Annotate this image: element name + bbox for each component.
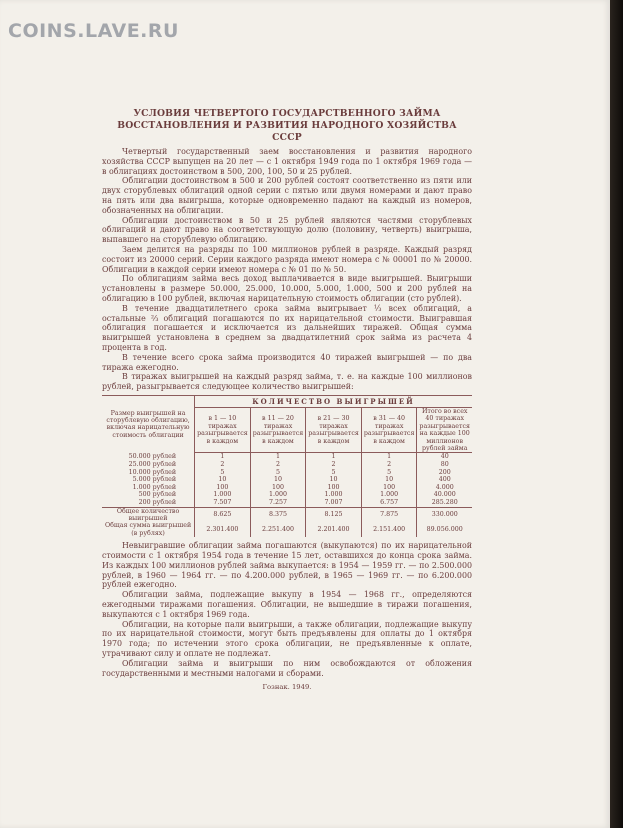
table-cell: 7.257 [250,499,306,507]
table-total-label: Общая сумма выигрышей (в рублях) [104,522,192,537]
table-row [102,453,472,461]
table-cell: 40 [417,453,472,461]
paragraph: Облигации достоинством в 50 и 25 рублей являются частями сторублевых облигаций и дают право на соответствующую долю (половину, четверть) выигрыша, выпавшего на сторублевую облигацию. [102,215,472,245]
table-cell: 2.301.400 [195,522,251,537]
table-cell: 1.000 [195,491,251,499]
table-cell: 2.201.400 [306,522,362,537]
table-cell: 5 [250,469,306,477]
scan-dark-edge [610,0,623,828]
table-row [102,484,472,492]
table-cell: 8.125 [306,507,362,522]
table-cell: 10 [361,476,417,484]
table-row-label: 5.000 рублей [132,476,177,484]
table-cell: 330.000 [417,507,472,522]
paragraph: Облигации займа и выигрыши по ним освобождаются от обложения государственными и местными налогами и сборами. [102,658,472,678]
table-cell: 285.280 [417,499,472,507]
watermark: COINS.LAVE.RU [8,20,179,42]
table-cell: 200 [417,469,472,477]
paragraph: Облигации, на которые пали выигрыши, а также облигации, подлежащие выкупу по их нарицательной стоимости, могут быть предъявлены для оплаты до 1 октября 1970 года; по истечении этого срока облигации, не предъявленные к оплате, утрачивают силу и оплате не подлежат. [102,619,472,658]
table-cell: 5 [195,469,251,477]
table-cell: 100 [306,484,362,492]
table-cell: 10 [250,476,306,484]
table-cell: 2.251.400 [250,522,306,537]
table-row [102,469,472,477]
paragraph: Облигации займа, подлежащие выкупу в 1954 — 1968 гг., определяются ежегодными тиражами погашения. Облигации, не вышедшие в тиражи погашения, выкупаются с 1 октября 1969 года. [102,590,472,619]
table-sub-header: в 21 — 30 тиражах разыгрывается в каждом [306,407,362,452]
table-cell: 1 [306,453,362,461]
table-cell: 10 [195,476,251,484]
table-row-label: 50.000 рублей [128,453,177,461]
table-row [102,476,472,484]
table-cell: 7.007 [306,499,362,507]
table-body [102,453,472,507]
paragraph: В течение двадцатилетнего срока займа выигрывает ⅓ всех облигаций, а остальные ⅔ облигаций погашаются по их нарицательной стоимости. Выигравшая облигация погашается и исключается из дальнейших тиражей. Общая сумма выигрышей установлена в среднем за двадцатилетний срок займа из расчета 4 процента в год. [102,303,472,352]
loan-conditions-document [102,108,472,692]
title-line-1: УСЛОВИЯ ЧЕТВЕРТОГО ГОСУДАРСТВЕННОГО ЗАЙМА [133,108,441,119]
table-cell: 89.056.000 [417,522,472,537]
table-cell: 80 [417,461,472,469]
winnings-table [102,395,472,537]
paragraph: Четвертый государственный заем восстановления и развития народного хозяйства СССР выпущен на 20 лет — с 1 октября 1949 года по 1 октября 1969 года — в облигациях достоинством в 500, 200, 100, 50 и 25 рублей. [102,147,472,176]
paragraph: Облигации достоинством в 500 и 200 рублей состоят соответственно из пяти или двух сторублевых облигаций одной серии с пятью или двумя номерами и дают право на пять или два выигрыша, которые одновременно падают на каждый из номеров, обозначенных на облигации. [102,176,472,215]
paragraph: В тиражах выигрышей на каждый разряд займа, т. е. на каждые 100 миллионов рублей, разыгрывается следующее количество выигрышей: [102,372,472,392]
table-cell: 2 [361,461,417,469]
table-row [102,491,472,499]
paragraph: По облигациям займа весь доход выплачивается в виде выигрышей. Выигрыши установлены в размере 50.000, 25.000, 10.000, 5.000, 1.000, 500 и 200 рублей на облигацию в 100 рублей, включая нарицательную стоимость облигации (сто рублей). [102,274,472,303]
table-row-label: 25.000 рублей [128,461,177,469]
table-cell: 7.507 [195,499,251,507]
title-line-2: ВОССТАНОВЛЕНИЯ И РАЗВИТИЯ НАРОДНОГО ХОЗЯЙСТВА СССР [117,120,457,143]
table-left-header: Размер выигрышей на сторублевую облигацию, включая нарицательную стоимость облигации [102,395,195,452]
table-cell: 100 [250,484,306,492]
table-cell: 1.000 [250,491,306,499]
printer-imprint: Гознак. 1949. [262,683,312,692]
table-cell: 1 [361,453,417,461]
table-cell: 4.000 [417,484,472,492]
table-row-label: 1.000 рублей [132,483,177,491]
table-row-label: 200 рублей [138,499,177,507]
table-sub-header: Итого во всех 40 тиражах разыгрывается на каждые 100 миллионов рублей займа [417,407,472,452]
table-row [102,461,472,469]
document-title [102,108,472,144]
table-sub-header: в 11 — 20 тиражах разыгрывается в каждом [250,407,306,452]
table-sub-header: в 1 — 10 тиражах разыгрывается в каждом [195,407,251,452]
table-cell: 1.000 [361,491,417,499]
table-row [102,499,472,507]
table-cell: 5 [306,469,362,477]
table-total-count-row [102,507,472,522]
table-cell: 100 [361,484,417,492]
table-row-label: 500 рублей [138,491,177,499]
paragraph: В течение всего срока займа производится 40 тиражей выигрышей — по два тиража ежегодно. [102,352,472,372]
paragraph: Невыигравшие облигации займа погашаются (выкупаются) по их нарицательной стоимости с 1 октября 1954 года в течение 15 лет, оставшихся до конца срока займа. Из каждых 100 миллионов рублей займа выкупается: в 1954 — 1959 гг. — по 2.500.000 рублей, в 1960 — 1964 гг. — по 4.200.000 рублей, в 1965 — 1969 гг. — по 6.200.000 рублей ежегодно. [102,541,472,590]
table-cell: 2.151.400 [361,522,417,537]
table-cell: 5 [361,469,417,477]
table-cell: 1 [250,453,306,461]
table-cell: 1 [195,453,251,461]
table-sub-header: в 31 — 40 тиражах разыгрывается в каждом [361,407,417,452]
table-cell: 2 [195,461,251,469]
table-cell: 8.625 [195,507,251,522]
table-main-header: КОЛИЧЕСТВО ВЫИГРЫШЕЙ [195,395,472,407]
table-cell: 400 [417,476,472,484]
table-cell: 1.000 [306,491,362,499]
table-cell: 100 [195,484,251,492]
table-total-label: Общее количество выигрышей [102,507,195,522]
table-total-sum-row [102,522,472,537]
paragraph: Заем делится на разряды по 100 миллионов рублей в разряде. Каждый разряд состоит из 20000 серий. Серии каждого разряда имеют номера с № 00001 по № 20000. Облигации в каждой серии имеют номера с № 01 по № 50. [102,244,472,274]
table-cell: 6.757 [361,499,417,507]
table-cell: 8.375 [250,507,306,522]
table-cell: 10 [306,476,362,484]
table-cell: 2 [306,461,362,469]
table-cell: 2 [250,461,306,469]
table-cell: 7.875 [361,507,417,522]
table-cell: 40.000 [417,491,472,499]
table-row-label: 10.000 рублей [128,468,177,476]
